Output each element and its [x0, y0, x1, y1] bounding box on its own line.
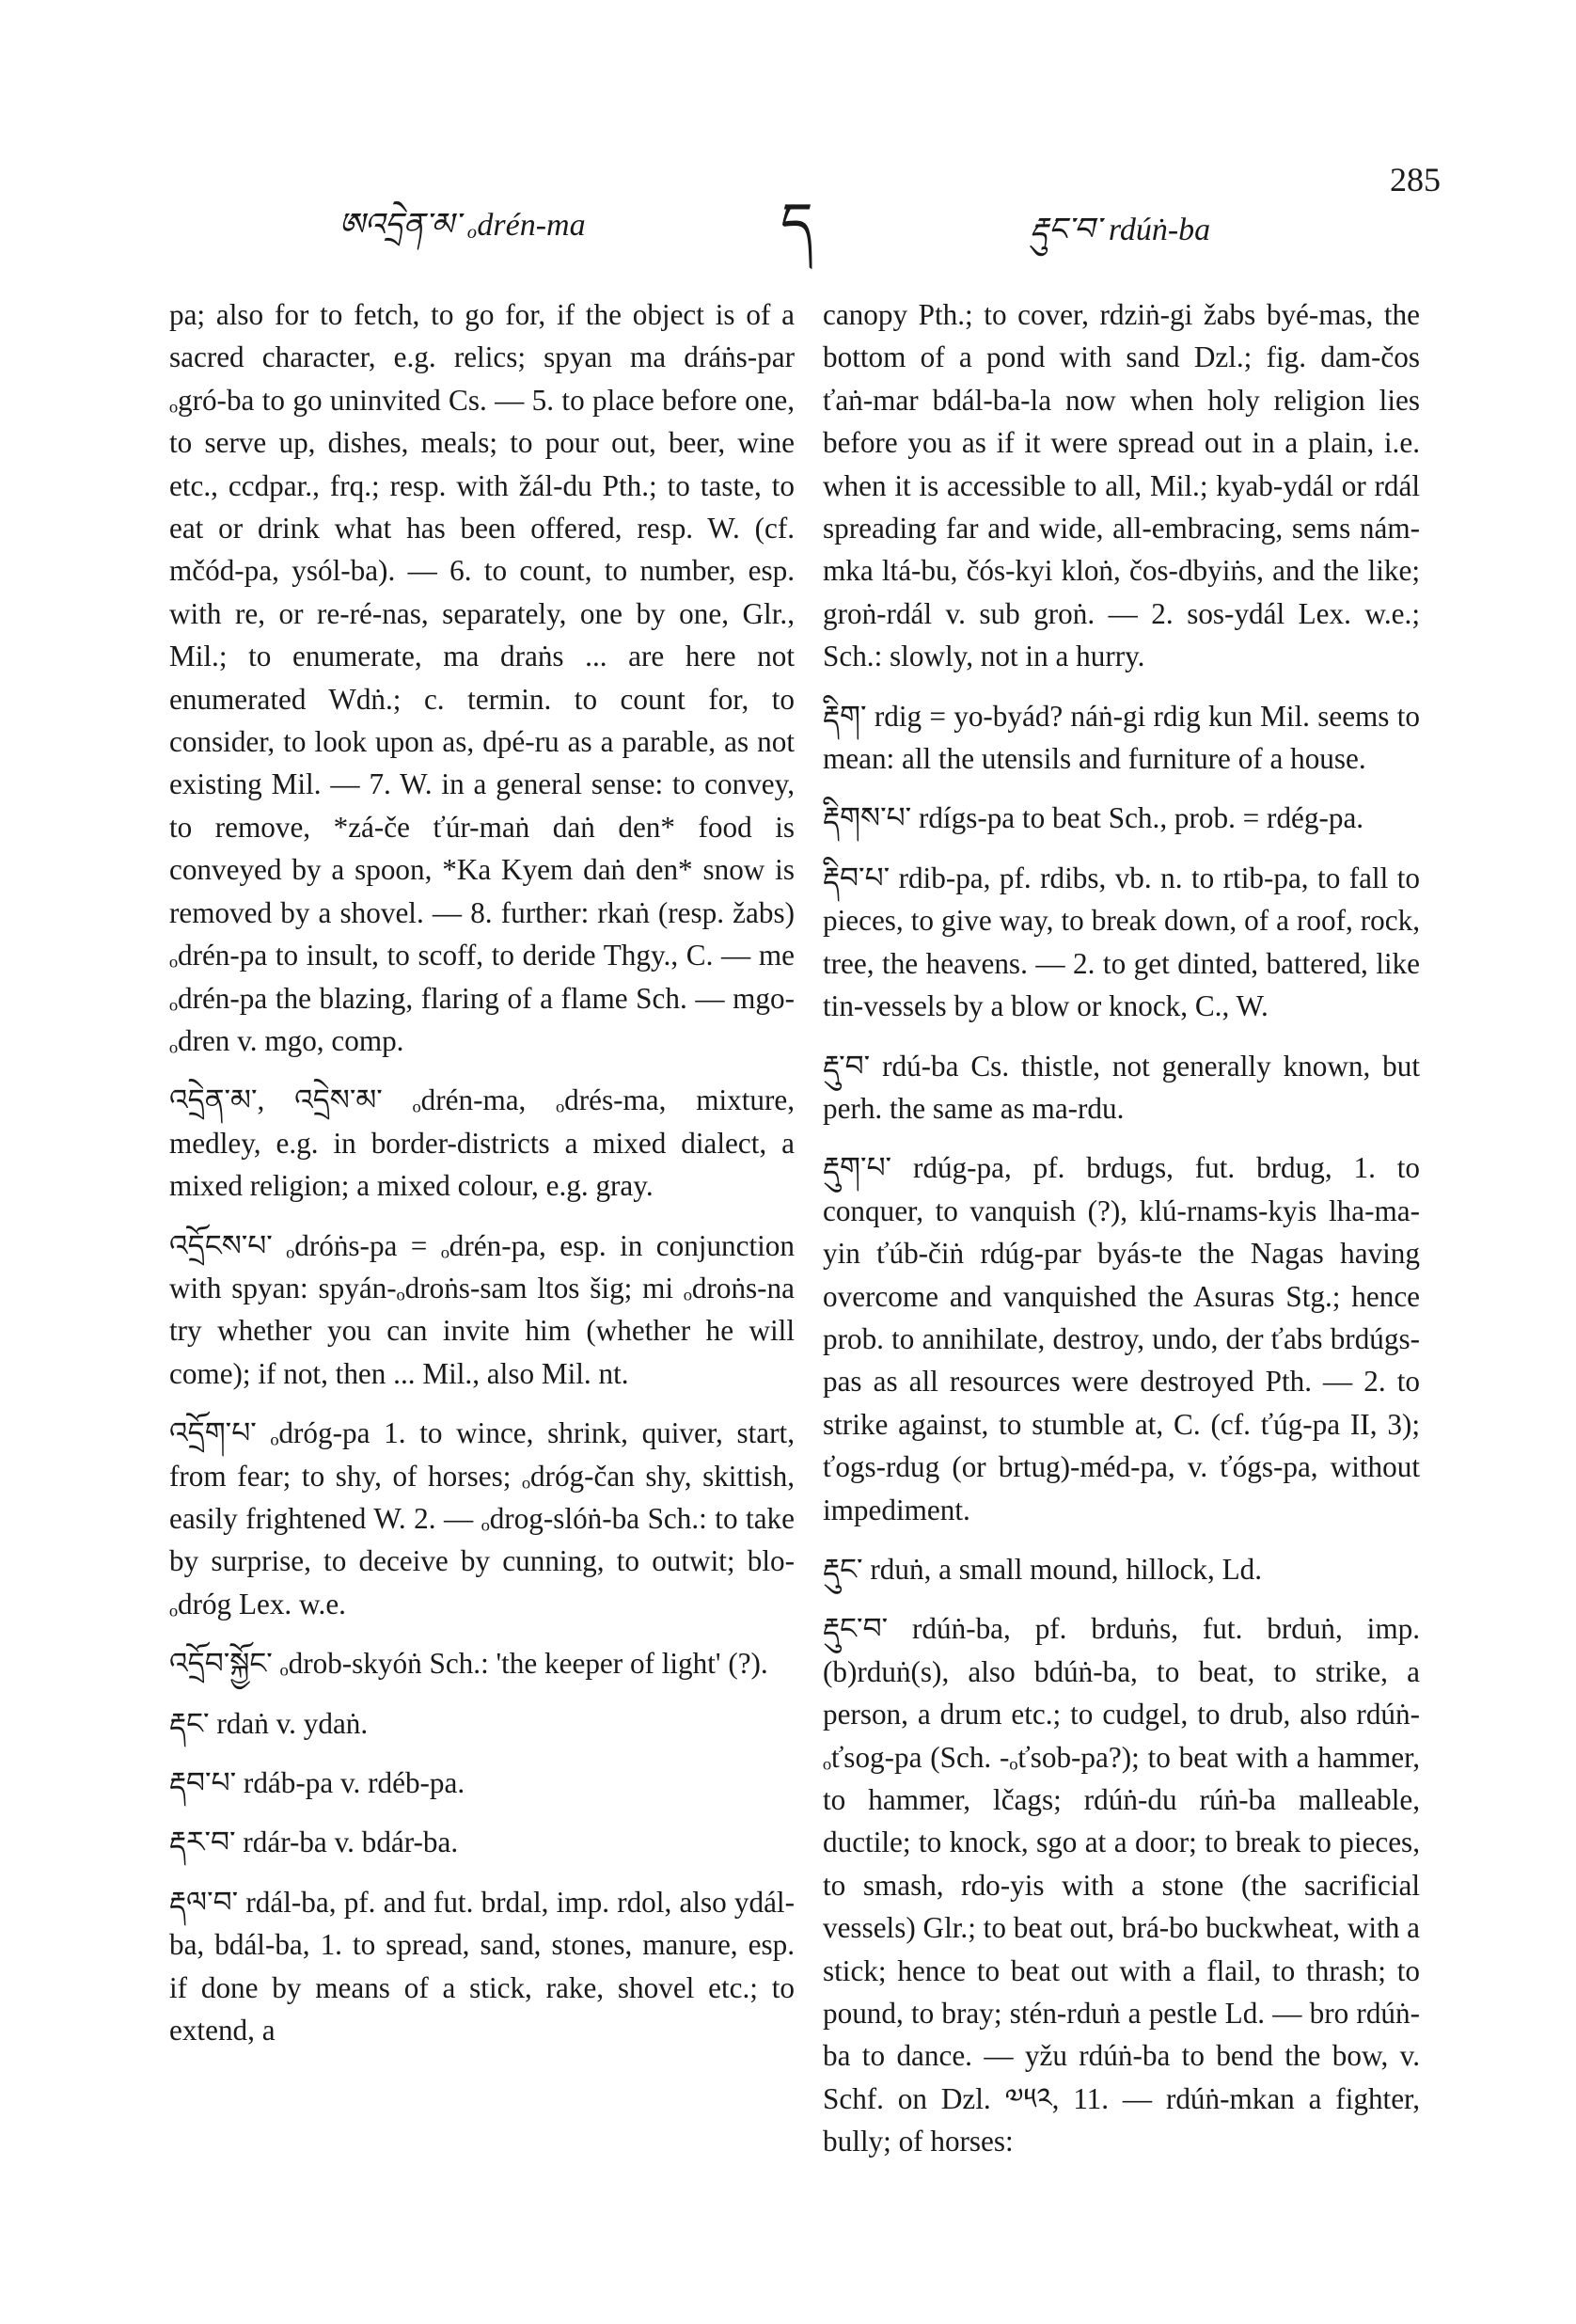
entry: རྡར་བ་ rdár-ba v. bdár-ba. — [169, 1826, 459, 1859]
right-column — [823, 293, 1420, 2163]
section-letter: ད — [780, 193, 813, 255]
page-number: 285 — [1390, 161, 1441, 198]
entry: རྡབ་པ་ rdáb-pa v. rdéb-pa. — [169, 1766, 465, 1799]
right-running-head: རྡུང་བ་ rdúṅ-ba — [1030, 213, 1211, 247]
entry: canopy Pth.; to cover, rdziṅ-gi žabs byé-mas, the bottom of a pond with sand Dzl.; fig. dam-čos ťaṅ-mar bdál-ba-la now when holy religion lies before you as if it were spread out in a plain, i.e. when it is accessible to all, Mil.; kyab-ydál or rdál spreading far and wide, all-embracing, sems nám-mka ltá-bu, čós-kyi kloṅ, čos-dbyiṅs, and the like; groṅ-rdál v. sub groṅ. — 2. sos-ydál Lex. w.e.; Sch.: slowly, not in a hurry. — [823, 298, 1420, 673]
entry: རྡུག་པ་ rdúg-pa, pf. brdugs, fut. brdug, 1. to conquer, to vanquish (?), klú-rnams-kyis lha-ma-yin ťúb-čiṅ rdúg-par byás-te the Nagas having overcome and vanquished the Asuras Stg.; hence prob. to annihilate, destroy, undo, der ťabs brdúgs-pas as all resources were destroyed Pth. — 2. to strike against, to stumble at, C. (cf. ťúg-pa II, 3); ťogs-rdug (or brtug)-méd-pa, v. ťógs-pa, without impediment. — [823, 1151, 1420, 1526]
entry: འདྲེན་མ་, འདྲེས་མ་ ₒdrén-ma, ₒdrés-ma, mixture, medley, e.g. in border-districts a mixed dialect, a mixed religion; a mixed colour, e.g. gray. — [169, 1083, 795, 1203]
entry: རྡང་ rdaṅ v. ydaṅ. — [169, 1706, 369, 1740]
left-column — [169, 293, 795, 2051]
entry: འདྲོག་པ་ ₒdróg-pa 1. to wince, shrink, quiver, start, from fear; to shy, of horses; ₒdróg-čan shy, skittish, easily frightened W. 2. — ₒdrog-slóṅ-ba Sch.: to take by surprise, to deceive by cunning, to outwit; blo-ₒdróg Lex. w.e. — [169, 1416, 795, 1620]
entry: རྡིགས་པ་ rdígs-pa to beat Sch., prob. = rdég-pa. — [823, 801, 1364, 835]
entry: རྡལ་བ་ rdál-ba, pf. and fut. brdal, imp. rdol, also ydál-ba, bdál-ba, 1. to spread, sand, stones, manure, esp. if done by means of a stick, rake, shovel etc.; to extend, a — [169, 1885, 795, 2047]
entry: རྡུང་ rduṅ, a small mound, hillock, Ld. — [823, 1552, 1263, 1586]
entry: རྡུ་བ་ rdú-ba Cs. thistle, not generally known, but perh. the same as ma-rdu. — [823, 1049, 1420, 1125]
page-header — [0, 160, 1576, 255]
entry: འདྲོངས་པ་ ₒdróṅs-pa = ₒdrén-pa, esp. in conjunction with spyan: spyán-ₒdroṅs-sam ltos šig; mi ₒdroṅs-na try whether you can invite him (whether he will come); if not, then ... Mil., also Mil. nt. — [169, 1228, 795, 1390]
entry: pa; also for to fetch, to go for, if the object is of a sacred character, e.g. relics; spyan ma dráṅs-par ₒgró-ba to go uninvited Cs. — 5. to place before one, to serve up, dishes, meals; to pour out, beer, wine etc., ccdpar., frq.; resp. with žál-du Pth.; to taste, to eat or drink what has been offered, resp. W. (cf. mčód-pa, ysól-ba). — 6. to count, to number, esp. with re, or re-ré-nas, separately, one by one, Glr., Mil.; to enumerate, ma draṅs ... are here not enumerated Wdṅ.; c. termin. to count for, to consider, to look upon as, dpé-ru as a parable, as not existing Mil. — 7. W. in a general sense: to convey, to remove, *zá-če ťúr-maṅ daṅ den* food is conveyed by a spoon, *Ka Kyem daṅ den* snow is removed by a shovel. — 8. further: rkaṅ (resp. žabs) ₒdrén-pa to insult, to scoff, to deride Thgy., C. — me ₒdrén-pa the blazing, flaring of a flame Sch. — mgo-ₒdren v. mgo, comp. — [169, 298, 795, 1057]
entry: རྡུང་བ་ rdúṅ-ba, pf. brduṅs, fut. brduṅ, imp. (b)rduṅ(s), also bdúṅ-ba, to beat, to strike, a person, a drum etc.; to cudgel, to drub, also rdúṅ-ₒťsog-pa (Sch. -ₒťsob-pa?); to beat with a hammer, to hammer, lčags; rdúṅ-du rúṅ-ba malleable, ductile; to knock, sgo at a door; to break to pieces, to smash, rdo-yis with a stone (the sacrificial vessels) Glr.; to beat out, brá-bo buckwheat, with a stick; hence to beat out with a flail, to thrash; to pound, to bray; stén-rduṅ a pestle Ld. — bro rdúṅ-ba to dance. — yžu rdúṅ-ba to bend the bow, v. Schf. on Dzl. ༧༥༢, 11. — rdúṅ-mkan a fighter, bully; of horses: — [823, 1612, 1420, 2158]
entry: རྡིག་ rdig = yo-byád? náṅ-gi rdig kun Mil. seems to mean: all the utensils and furniture of a house. — [823, 699, 1420, 776]
entry: རྡིབ་པ་ rdib-pa, pf. rdibs, vb. n. to rtib-pa, to fall to pieces, to give way, to break down, of a roof, rock, tree, the heavens. — 2. to get dinted, battered, like tin-vessels by a blow or knock, C., W. — [823, 861, 1420, 1023]
left-running-head: ཨའདྲེན་མ་ ₒdrén-ma — [339, 208, 586, 243]
entry: འདྲོབ་སྐྱོང་ ₒdrob-skyóṅ Sch.: 'the keeper of light' (?). — [169, 1647, 768, 1681]
